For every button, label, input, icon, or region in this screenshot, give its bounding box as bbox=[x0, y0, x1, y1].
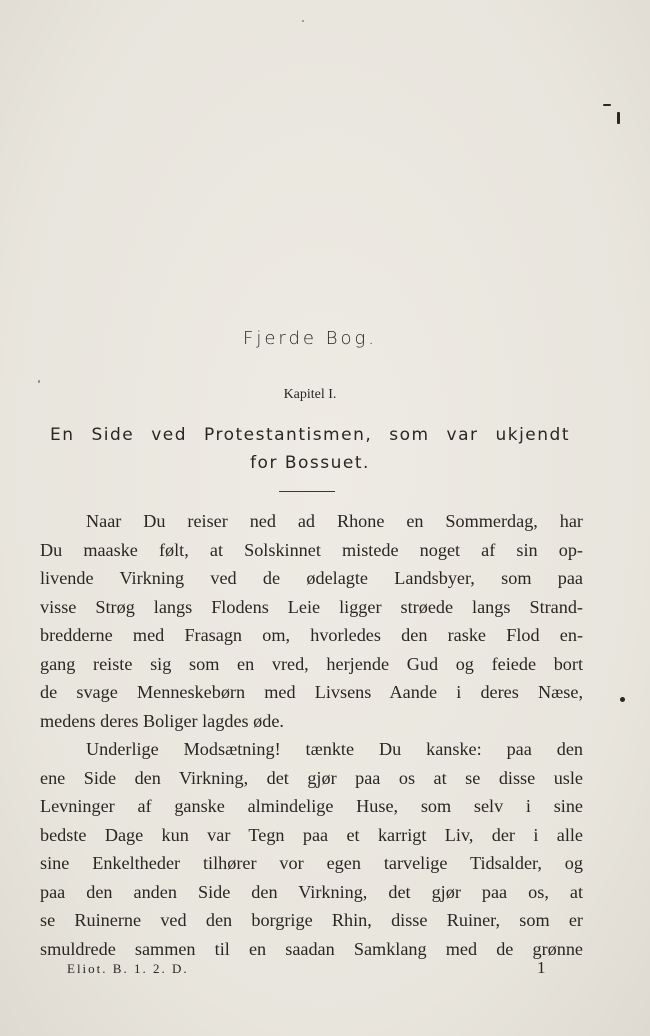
text-line: gang reiste sig som en vred, herjende Gud og feiede bort bbox=[40, 653, 583, 674]
paper-speck bbox=[302, 20, 304, 22]
paper-speck bbox=[617, 112, 620, 124]
book-title: Fjerde Bog. bbox=[242, 328, 378, 349]
text-line: smuldrede sammen til en saadan Samklang med de grønne bbox=[40, 938, 583, 959]
text-line: Du maaske følt, at Solskinnet mistede noget af sin op- bbox=[40, 539, 583, 560]
text-line: medens deres Boliger lagdes øde. bbox=[40, 710, 284, 731]
page-number: 1 bbox=[537, 958, 546, 977]
paper-speck bbox=[620, 697, 625, 702]
text-line: ene Side den Virkning, det gjør paa os at se disse usle bbox=[40, 767, 583, 788]
chapter-heading: Kapitel I. bbox=[283, 387, 337, 402]
text-line: Naar Du reiser ned ad Rhone en Sommerdag, har bbox=[86, 511, 583, 531]
chapter-subtitle-line-2: for Bossuet. bbox=[250, 453, 370, 473]
section-divider bbox=[279, 491, 335, 492]
text-line: livende Virkning ved de ødelagte Landsbyer, som paa bbox=[40, 568, 583, 588]
text-line: bredderne med Frasagn om, hvorledes den raske Flod en- bbox=[40, 625, 583, 645]
text-line: Underlige Modsætning! tænkte Du kanske: paa den bbox=[86, 739, 583, 759]
body-text bbox=[40, 507, 583, 963]
text-line: Levninger af ganske almindelige Huse, som selv i sine bbox=[40, 796, 583, 816]
text-line: sine Enkeltheder tilhører vor egen tarvelige Tidsalder, og bbox=[40, 853, 583, 873]
chapter-subtitle-line-1: En Side ved Protestantismen, som var ukjendt bbox=[50, 425, 570, 445]
printer-signature: Eliot. B. 1. 2. D. bbox=[67, 961, 189, 976]
text-line: se Ruinerne ved den borgrige Rhin, disse Ruiner, som er bbox=[40, 910, 583, 930]
paper-speck bbox=[38, 380, 40, 383]
text-line: bedste Dage kun var Tegn paa et karrigt Liv, der i alle bbox=[40, 824, 583, 845]
text-line: visse Strøg langs Flodens Leie ligger strøede langs Strand- bbox=[40, 596, 583, 617]
text-line: paa den anden Side den Virkning, det gjør paa os, at bbox=[40, 881, 583, 902]
text-line: de svage Menneskebørn med Livsens Aande i deres Næse, bbox=[40, 682, 583, 702]
paper-speck bbox=[603, 104, 611, 106]
